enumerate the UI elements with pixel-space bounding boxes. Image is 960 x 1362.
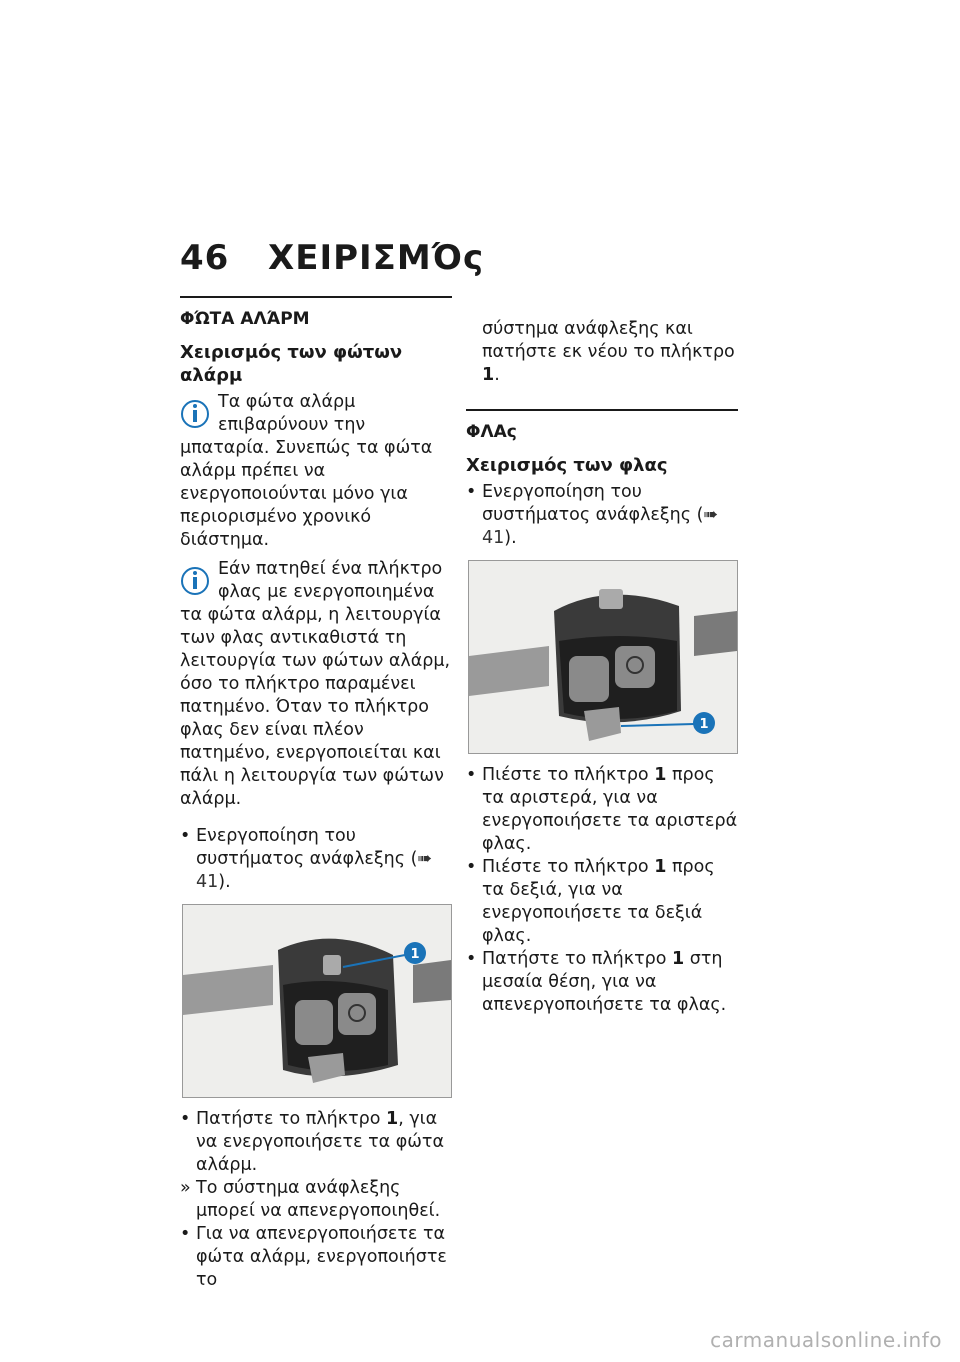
subsection-title-hazard: Χειρισμός των φώτων αλάρμ <box>180 342 403 386</box>
continuation-text: σύστημα ανάφλεξης και πατήστε εκ νέου το πλήκτρο 1. <box>482 319 735 385</box>
bullet-dot: • <box>180 1109 191 1129</box>
note-turn-signal-text: Εάν πατηθεί ένα πλήκτρο φλας με ενεργοποιημένα τα φώτα αλάρμ, η λειτουργία των φλας αντικαθιστά τη λειτουργία των φώτων αλάρμ, όσο το πλήκτρο παραμένει πατημένο. Όταν το πλήκτρο φλας δεν είναι πλέον πατημένο, ενεργοποιείται και πάλι η λειτουργία των φώτων αλάρμ. <box>180 559 451 809</box>
note-battery-text: Τα φώτα αλάρμ επιβαρύνουν την μπαταρία. Συνεπώς τα φώτα αλάρμ πρέπει να ενεργοποιούνται μόνο για περιορισμένο χρονικό διάστημα. <box>180 392 433 550</box>
page-reference[interactable]: ➠ 41 <box>482 505 719 548</box>
bullet-ignition: • Ενεργοποίηση του συστήματος ανάφλεξης (➠ 41). <box>180 826 433 892</box>
callout-label: 1 <box>410 947 420 962</box>
section-title-turn: ΦΛΑς <box>466 422 517 442</box>
figure-hazard-switch <box>182 904 452 1098</box>
note-turn-signal <box>180 558 452 811</box>
result-marker: » <box>180 1178 191 1198</box>
subsection-title-turn: Χειρισμός των φλας <box>466 455 668 476</box>
callout-label: 1 <box>699 717 709 732</box>
figure-turn-switch <box>468 560 738 754</box>
bullet-dot: • <box>180 826 191 846</box>
info-icon <box>180 562 210 600</box>
bullet-ignition: • Ενεργοποίηση του συστήματος ανάφλεξης (➠ 41). <box>466 482 719 548</box>
bullet-left: • Πιέστε το πλήκτρο 1 προς τα αριστερά, για να ενεργοποιήσετε τα αριστερά φλας. <box>466 765 738 854</box>
right-column <box>466 318 738 1017</box>
page-number: 46 <box>180 238 230 278</box>
footer-watermark[interactable]: carmanualsonline.info <box>710 1328 942 1352</box>
bullet-center: • Πατήστε το πλήκτρο 1 στη μεσαία θέση, για να απενεργοποιήσετε τα φλας. <box>466 949 727 1015</box>
handlebar-switch-illustration <box>183 905 451 1097</box>
section-title-hazard: ΦΏΤΑ ΑΛΆΡΜ <box>180 309 310 329</box>
bullet-right: • Πιέστε το πλήκτρο 1 προς τα δεξιά, για να ενεργοποιήσετε τα δεξιά φλας. <box>466 857 715 946</box>
page-reference[interactable]: ➠ 41 <box>196 849 433 892</box>
note-battery <box>180 391 452 552</box>
bullet-dot: • <box>466 857 477 877</box>
handlebar-switch-illustration <box>469 561 737 753</box>
bullet-press-key: • Πατήστε το πλήκτρο 1, για να ενεργοποιήσετε τα φώτα αλάρμ. <box>180 1109 445 1175</box>
section-rule <box>466 409 738 411</box>
left-column <box>180 296 452 1292</box>
result-line: » Το σύστημα ανάφλεξης μπορεί να απενεργοποιηθεί. <box>180 1178 441 1221</box>
bullet-dot: • <box>180 1224 191 1244</box>
bullet-dot: • <box>466 949 477 969</box>
bullet-dot: • <box>466 482 477 502</box>
page-header <box>180 238 484 278</box>
section-rule <box>180 296 452 298</box>
chapter-title: ΧΕΙΡΙΣΜΌς <box>268 238 485 278</box>
bullet-dot: • <box>466 765 477 785</box>
bullet-deactivate: • Για να απενεργοποιήσετε τα φώτα αλάρμ, ενεργοποιήστε το <box>180 1224 447 1290</box>
info-icon <box>180 395 210 433</box>
